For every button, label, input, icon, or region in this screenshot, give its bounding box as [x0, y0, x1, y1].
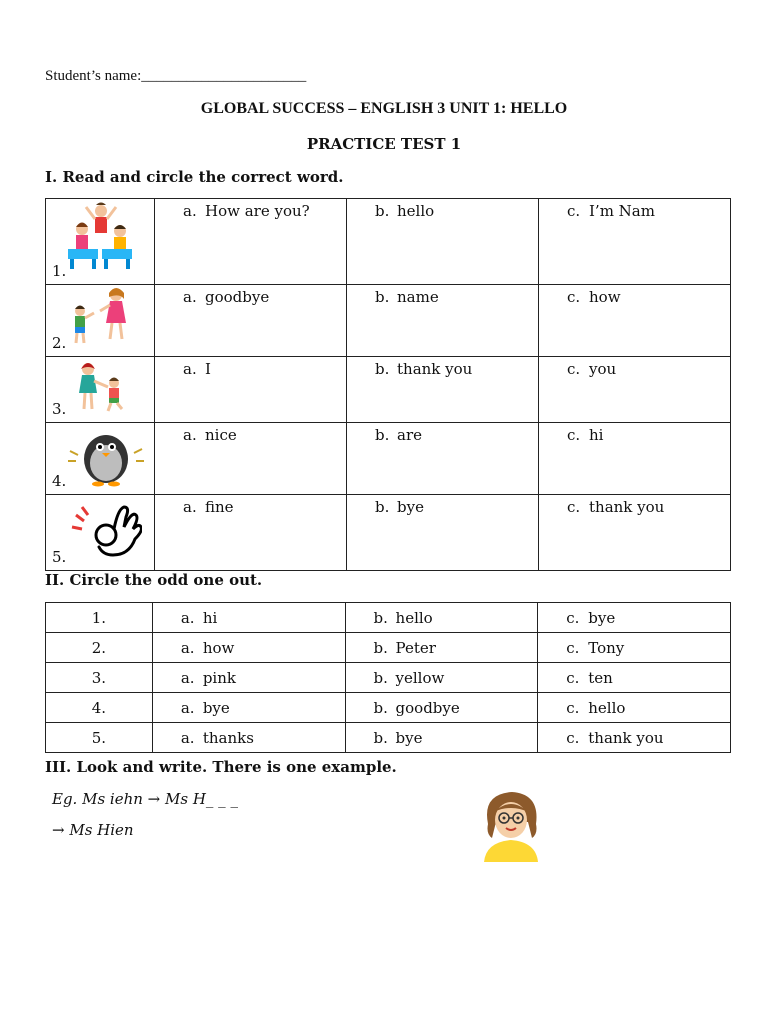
option-a-cell[interactable]	[155, 285, 347, 357]
option-b-cell[interactable]	[347, 199, 539, 285]
option-text: hi	[589, 426, 604, 444]
table-row	[46, 603, 731, 633]
option-c-cell[interactable]	[538, 633, 731, 663]
option-letter: c.	[567, 426, 581, 444]
section2-table	[45, 602, 731, 753]
student-name-line: Student’s name:______________________	[45, 68, 307, 84]
option-text: nice	[205, 426, 237, 444]
option-c-cell[interactable]	[539, 423, 731, 495]
option-b-cell[interactable]	[347, 423, 539, 495]
example-question: Eg. Ms iehn → Ms H_ _ _	[52, 790, 238, 808]
table-row	[46, 693, 731, 723]
option-a-cell[interactable]	[152, 663, 345, 693]
option-letter: a.	[183, 498, 197, 516]
option-letter: a.	[180, 698, 195, 717]
option-text: how	[589, 288, 621, 306]
table-row	[46, 423, 731, 495]
option-a-cell[interactable]	[155, 357, 347, 423]
option-text: Peter	[395, 638, 436, 657]
table-row	[46, 723, 731, 753]
picture-cell	[46, 199, 155, 285]
option-c-cell[interactable]	[538, 603, 731, 633]
option-a-cell[interactable]	[152, 633, 345, 663]
option-text: hi	[202, 608, 218, 627]
picture-cell	[46, 495, 155, 571]
option-text: Tony	[588, 638, 625, 657]
option-letter: a.	[180, 608, 195, 627]
option-text: How are you?	[205, 202, 310, 220]
penguin-waving-icon	[66, 425, 146, 487]
section1-table	[45, 198, 731, 571]
question-number: 2.	[52, 334, 67, 352]
question-number: 5.	[52, 548, 67, 566]
option-b-cell[interactable]	[347, 285, 539, 357]
option-letter: a.	[180, 728, 195, 747]
option-text: hello	[588, 698, 626, 717]
option-letter: b.	[373, 638, 388, 657]
example-answer: → Ms Hien	[52, 821, 134, 839]
option-a-cell[interactable]	[155, 199, 347, 285]
option-b-cell[interactable]	[345, 663, 538, 693]
option-letter: b.	[375, 426, 390, 444]
question-number: 1.	[52, 262, 67, 280]
option-letter: a.	[183, 288, 197, 306]
option-c-cell[interactable]	[539, 199, 731, 285]
option-letter: c.	[567, 288, 581, 306]
option-c-cell[interactable]	[538, 693, 731, 723]
option-text: bye	[395, 728, 423, 747]
question-number: 3.	[46, 663, 153, 693]
option-b-cell[interactable]	[345, 693, 538, 723]
option-c-cell[interactable]	[538, 723, 731, 753]
option-letter: a.	[183, 360, 197, 378]
option-a-cell[interactable]	[152, 603, 345, 633]
question-number: 4.	[52, 472, 67, 490]
option-letter: a.	[180, 668, 195, 687]
option-b-cell[interactable]	[345, 633, 538, 663]
option-text: ten	[588, 668, 613, 687]
table-row	[46, 633, 731, 663]
option-letter: b.	[375, 288, 390, 306]
option-letter: b.	[373, 728, 388, 747]
question-number: 4.	[46, 693, 153, 723]
picture-cell	[46, 285, 155, 357]
option-text: bye	[588, 608, 616, 627]
option-text: fine	[205, 498, 234, 516]
option-a-cell[interactable]	[155, 495, 347, 571]
worksheet-title: GLOBAL SUCCESS – ENGLISH 3 UNIT 1: HELLO	[200, 100, 568, 117]
option-letter: b.	[373, 698, 388, 717]
table-row	[46, 285, 731, 357]
option-b-cell[interactable]	[345, 723, 538, 753]
option-a-cell[interactable]	[155, 423, 347, 495]
question-number: 2.	[46, 633, 153, 663]
mother-child-holding-hands-icon	[72, 361, 136, 413]
option-text: thank you	[589, 498, 665, 516]
option-text: pink	[202, 668, 236, 687]
children-greeting-icon	[66, 201, 136, 273]
option-c-cell[interactable]	[539, 285, 731, 357]
picture-cell	[46, 357, 155, 423]
option-text: I	[205, 360, 211, 378]
option-letter: b.	[373, 668, 388, 687]
option-letter: c.	[566, 668, 580, 687]
section2-heading: II. Circle the odd one out.	[45, 571, 263, 589]
option-text: yellow	[395, 668, 445, 687]
option-text: thank you	[588, 728, 664, 747]
option-letter: c.	[566, 608, 580, 627]
table-row	[46, 663, 731, 693]
option-text: hello	[395, 608, 433, 627]
picture-cell	[46, 423, 155, 495]
option-text: thanks	[202, 728, 254, 747]
table-row	[46, 357, 731, 423]
option-c-cell[interactable]	[538, 663, 731, 693]
option-c-cell[interactable]	[539, 495, 731, 571]
option-b-cell[interactable]	[347, 495, 539, 571]
option-text: I’m Nam	[589, 202, 655, 220]
question-number: 5.	[46, 723, 153, 753]
option-text: goodbye	[205, 288, 270, 306]
section3-heading: III. Look and write. There is one example.	[45, 758, 397, 776]
option-text: goodbye	[395, 698, 460, 717]
option-letter: c.	[566, 698, 580, 717]
option-letter: b.	[373, 608, 388, 627]
option-letter: a.	[183, 426, 197, 444]
section1-heading: I. Read and circle the correct word.	[45, 168, 344, 186]
table-row	[46, 495, 731, 571]
option-letter: a.	[183, 202, 197, 220]
option-letter: b.	[375, 202, 390, 220]
option-c-cell[interactable]	[539, 357, 731, 423]
option-text: hello	[397, 202, 435, 220]
option-text: are	[397, 426, 422, 444]
option-letter: a.	[180, 638, 195, 657]
option-text: bye	[397, 498, 424, 516]
table-row	[46, 199, 731, 285]
mother-child-goodbye-icon	[66, 287, 136, 345]
option-text: thank you	[397, 360, 473, 378]
option-b-cell[interactable]	[345, 603, 538, 633]
teacher-woman-icon	[478, 790, 544, 862]
option-b-cell[interactable]	[347, 357, 539, 423]
question-number: 3.	[52, 400, 67, 418]
option-text: you	[589, 360, 617, 378]
option-letter: c.	[567, 360, 581, 378]
option-text: how	[202, 638, 235, 657]
option-letter: c.	[566, 728, 580, 747]
option-a-cell[interactable]	[152, 723, 345, 753]
question-number: 1.	[46, 603, 153, 633]
ok-hand-sign-icon	[68, 499, 142, 557]
option-letter: b.	[375, 360, 390, 378]
option-letter: b.	[375, 498, 390, 516]
option-text: bye	[202, 698, 230, 717]
option-letter: c.	[566, 638, 580, 657]
option-a-cell[interactable]	[152, 693, 345, 723]
option-letter: c.	[567, 498, 581, 516]
worksheet-subtitle: PRACTICE TEST 1	[306, 135, 462, 153]
option-letter: c.	[567, 202, 581, 220]
option-text: name	[397, 288, 439, 306]
